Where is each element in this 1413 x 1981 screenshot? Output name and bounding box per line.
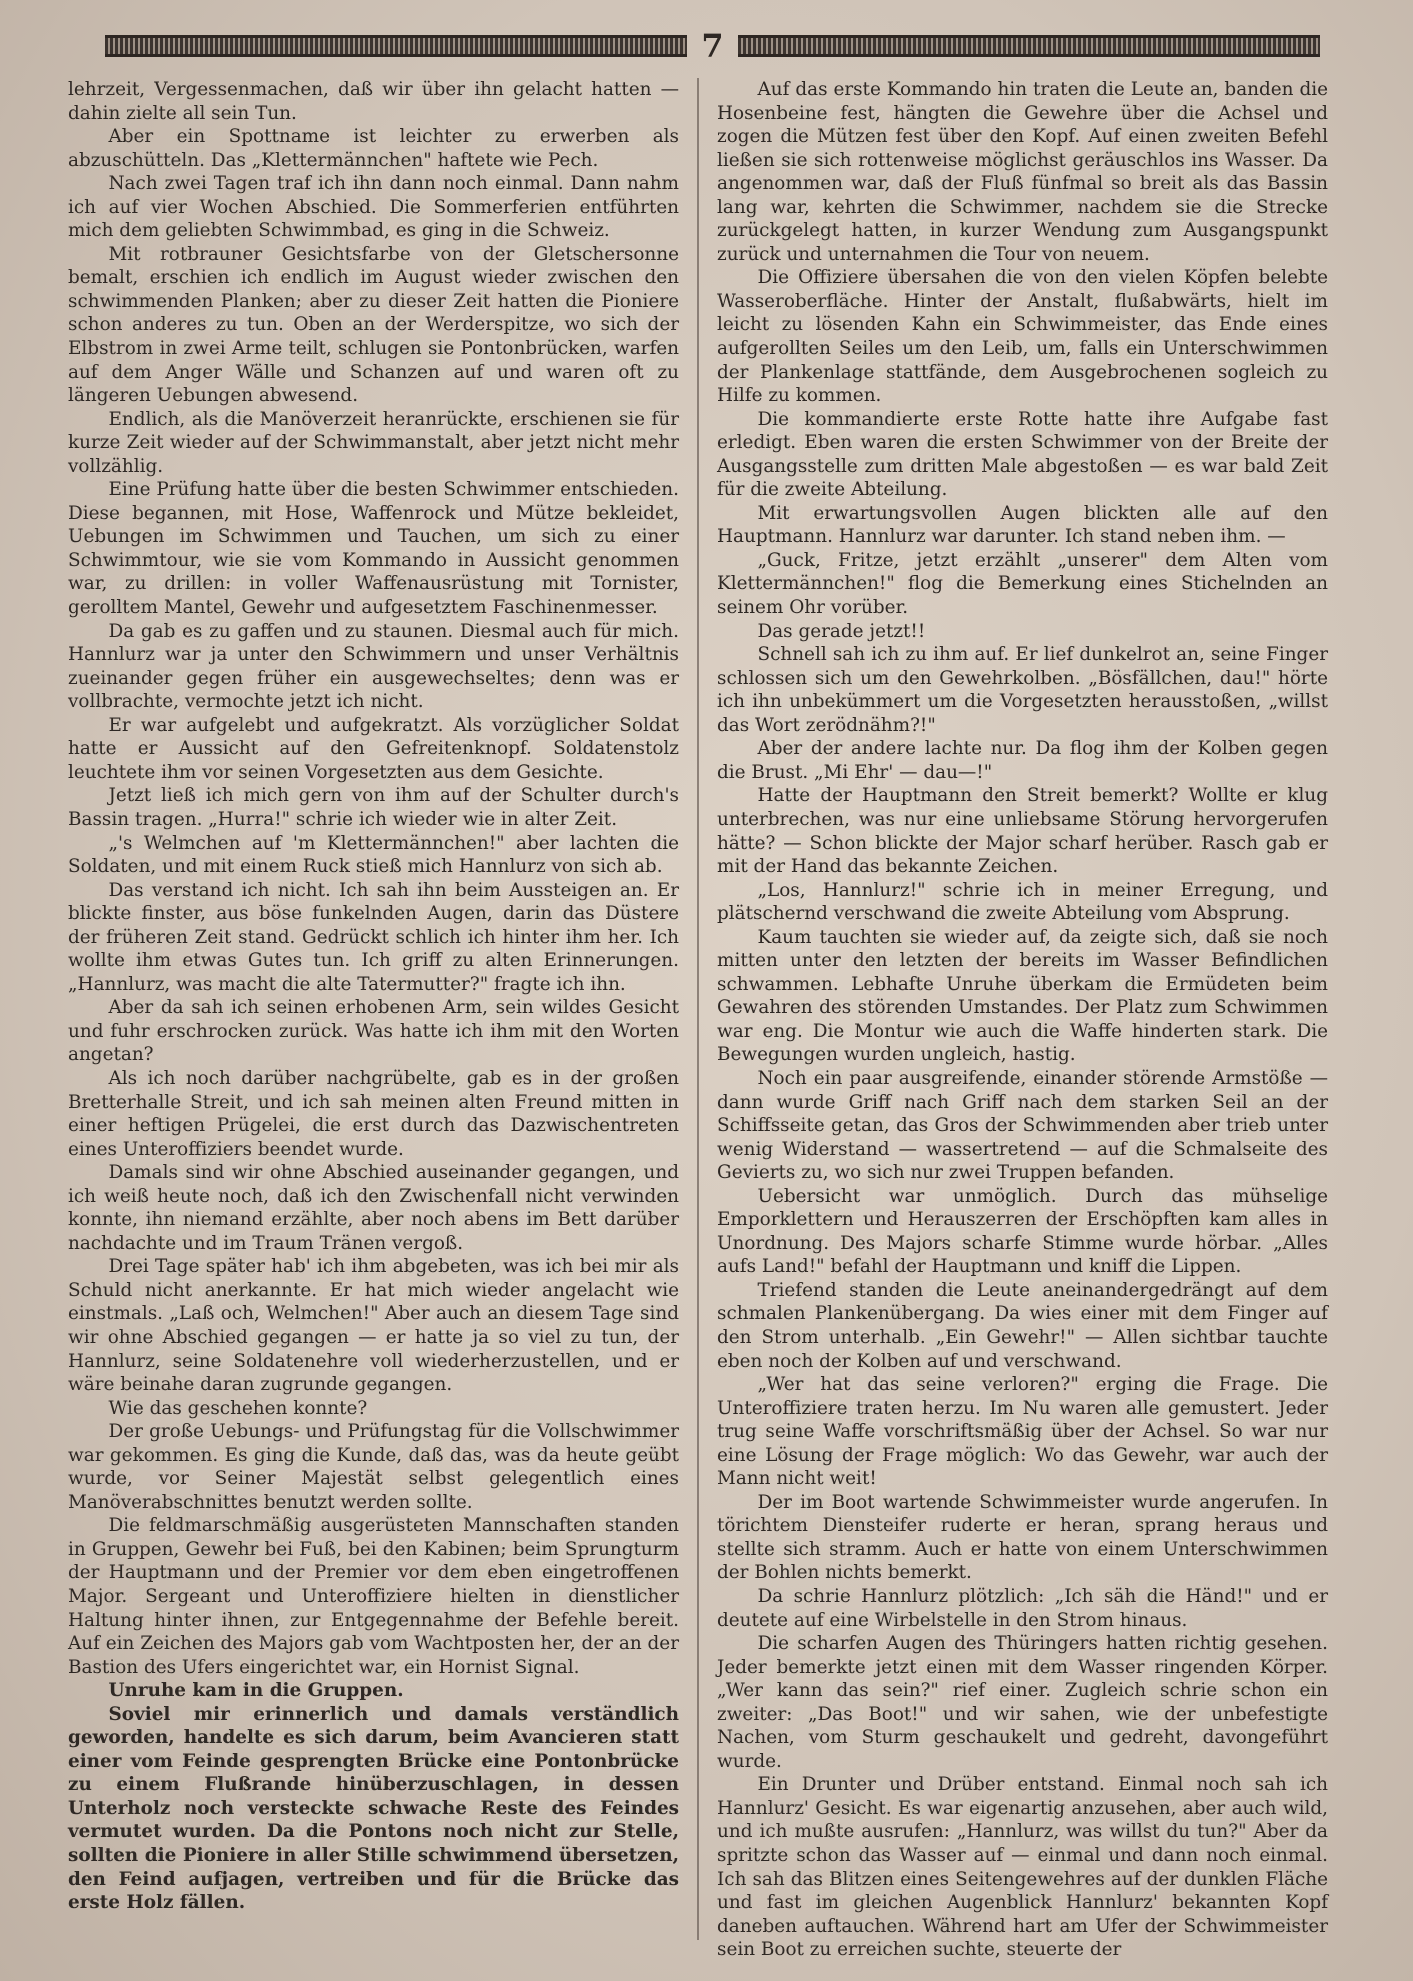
paragraph: Nach zwei Tagen traf ich ihn dann noch einmal. Dann nahm ich auf vier Wochen Abschied. Die Sommerferien entführten mich dem geliebten Schwimmbad, es ging in die Schweiz. [68,173,679,242]
paragraph: Da schrie Hannlurz plötzlich: „Ich säh die Händ!" und er deutete auf eine Wirbelstelle in den Strom hinaus. [717,1586,1328,1631]
paragraph: Die Offiziere übersahen die von den vielen Köpfen belebte Wasseroberfläche. Hinter der Anstalt, flußabwärts, hielt im leicht zu lösenden Kahn ein Schwimmeister, das Ende eines aufgerollten Seiles um den Leib, um, falls ein Unterschwimmen der Plankenlage stattfände, dem Ausgebrochenen sogleich zu Hilfe zu kommen. [717,267,1328,407]
paragraph: Ein Drunter und Drüber entstand. Einmal noch sah ich Hannlurz' Gesicht. Es war eigenartig anzusehen, aber auch wild, und ich mußte ausrufen: „Hannlurz, was willst du tun?" Aber da spritzte schon das Wasser auf — einmal und dann noch einmal. Ich sah das Blitzen eines Seitengewehres auf der dunklen Fläche und fast im gleichen Augenblick Hannlurz' bekannten Kopf daneben auftauchen. Während hart am Ufer der Schwimmeister sein Boot zu erreichen suchte, steuerte der [717,1774,1328,1961]
paragraph: Die scharfen Augen des Thüringers hatten richtig gesehen. Jeder bemerkte jetzt einen mit dem Wasser ringenden Körper. „Wer kann das sein?" rief einer. Zugleich schrie schon ein zweiter: „Das Boot!" und wir sahen, wie der unbefestigte Nachen, vom Sturm geschaukelt und gedreht, davongeführt wurde. [717,1633,1328,1772]
paragraph: Wie das geschehen konnte? [108,1397,368,1419]
paragraph: Kaum tauchten sie wieder auf, da zeigte sich, daß sie noch mitten unter den letzten der bereits im Wasser Befindlichen schwammen. Lebhafte Unruhe überkam die Ermüdeten beim Gewahren des störenden Umstandes. Der Platz zum Schwimmen war eng. Die Montur wie auch die Waffe hinderten stark. Die Bewegungen wurden ungleich, hastig. [717,926,1328,1066]
paragraph: Der große Uebungs- und Prüfungstag für die Vollschwimmer war gekommen. Es ging die Kunde, daß das, was da heute geübt wurde, vor Seiner Majestät selbst gelegentlich eines Manöverabschnittes benutzt werden sollte. [68,1421,679,1513]
paragraph: „Los, Hannlurz!" schrie ich in meiner Erregung, und plätschernd verschwand die zweite Abteilung vom Absprung. [717,879,1328,925]
paragraph: Aber ein Spottname ist leichter zu erwerben als abzuschütteln. Das „Klettermännchen" haftete wie Pech. [68,126,679,171]
right-column [699,78,1328,1961]
paragraph: Als ich noch darüber nachgrübelte, gab es in der großen Bretterhalle Streit, und ich sah meinen alten Freund mitten in einer heftigen Prügelei, die erst durch das Dazwischentreten eines Unteroffiziers beendet wurde. [68,1067,679,1160]
ornamental-rule-right [738,35,1320,57]
column-divider [697,78,699,1940]
paragraph: Schnell sah ich zu ihm auf. Er lief dunkelrot an, seine Finger schlossen sich um den Gewehrkolben. „Bösfällchen, dau!" hörte ich ihn unbekümmert um die Vorgesetzten herausstoßen, „willst das Wort zerödnähm?!" [717,644,1328,736]
paragraph: Aber da sah ich seinen erhobenen Arm, sein wildes Gesicht und fuhr erschrocken zurück. Was hatte ich ihm mit den Worten angetan? [68,997,679,1066]
paragraph: Der im Boot wartende Schwimmeister wurde angerufen. In törichtem Diensteifer ruderte er heran, sprang heraus und stellte sich stramm. Auch er hatte von einem Unterschwimmen der Bohlen nichts bemerkt. [717,1491,1328,1584]
ornamental-rule-left [105,35,687,57]
paragraph: Auf das erste Kommando hin traten die Leute an, banden die Hosenbeine fest, hängten die Gewehre über die Achsel und zogen die Mützen fest über den Kopf. Auf einen zweiten Befehl ließen sie sich rottenweise möglichst geräuschlos ins Wasser. Da angenommen war, daß der Fluß fünfmal so breit als das Bassin lang war, kehrten die Schwimmer, nachdem sie die Strecke zurückgelegt hatten, in kurzer Wendung zum Ausgangspunkt zurück und unternahmen die Tour von neuem. [717,79,1328,265]
paragraph: Jetzt ließ ich mich gern von ihm auf der Schulter durch's Bassin tragen. „Hurra!" schrie ich wieder wie in alter Zeit. [68,785,679,830]
paragraph: Triefend standen die Leute aneinandergedrängt auf dem schmalen Plankenübergang. Da wies einer mit dem Finger auf den Strom unterhalb. „Ein Gewehr!" — Allen sichtbar tauchte eben noch der Kolben auf und verschwand. [717,1279,1328,1372]
paragraph: Unruhe kam in die Gruppen. [108,1680,404,1702]
paragraph: Endlich, als die Manöverzeit heranrückte, erschienen sie für kurze Zeit wieder auf der Schwimmanstalt, aber jetzt nicht mehr vollzählig. [68,408,679,477]
paragraph: Damals sind wir ohne Abschied auseinander gegangen, und ich weiß heute noch, daß ich den Zwischenfall nicht verwinden konnte, ihn niemand erzählte, aber noch abens im Bett darüber nachdachte und im Traum Tränen vergoß. [68,1162,679,1254]
page-number: 7 [701,27,724,65]
paragraph: Die feldmarschmäßig ausgerüsteten Mannschaften standen in Gruppen, Gewehr bei Fuß, bei den Kabinen; beim Sprungturm der Hauptmann und der Premier vor dem eben eingetroffenen Major. Sergeant und Unteroffiziere hielten in dienstlicher Haltung hinter ihnen, zur Entgegennahme der Befehle bereit. Auf ein Zeichen des Majors gab vom Wachtposten her, der an der Bastion des Ufers eingerichtet war, ein Hornist Signal. [68,1515,679,1678]
paragraph: Das gerade jetzt!! [757,620,926,642]
paragraph: „Guck, Fritze, jetzt erzählt „unserer" dem Alten vom Klettermännchen!" flog die Bemerkung eines Stichelnden an seinem Ohr vorüber. [717,549,1328,619]
text-columns [68,78,1328,1961]
paragraph: Das verstand ich nicht. Ich sah ihn beim Aussteigen an. Er blickte finster, aus böse funkelnden Augen, darin das Düstere der früheren Zeit stand. Gedrückt schlich ich hinter ihm her. Ich wollte ihm etwas Gutes tun. Ich griff zu alten Erinnerungen. „Hannlurz, was macht die alte Tatermutter?" fragte ich ihn. [68,879,679,995]
paragraph: Da gab es zu gaffen und zu staunen. Diesmal auch für mich. Hannlurz war ja unter den Schwimmern und unser Verhältnis zueinander gegen früher ein ausgewechseltes; denn was er vollbrachte, vermochte jetzt ich nicht. [68,620,679,713]
paragraph: Drei Tage später hab' ich ihm abgebeten, was ich bei mir als Schuld nicht anerkannte. Er hat mich wieder angelacht wie einstmals. „Laß och, Welmchen!" Aber auch an diesem Tage sind wir ohne Abschied gegangen — er hatte ja so viel zu tun, der Hannlurz, seine Soldatenehre voll wiederherzustellen, und er wäre beinahe daran zugrunde gegangen. [68,1256,679,1396]
paragraph: Soviel mir erinnerlich und damals verständlich geworden, handelte es sich darum, beim Avancieren statt einer vom Feinde gesprengten Brücke eine Pontonbrücke zu einem Flußrande hinüberzuschlagen, in dessen Unterholz noch versteckte schwache Reste des Feindes vermutet wurden. Da die Pontons noch nicht zur Stelle, sollten die Pioniere in aller Stille schwimmend übersetzen, den Feind aufjagen, vertreiben und für die Brücke das erste Holz fällen. [68,1703,679,1914]
paragraph: Hatte der Hauptmann den Streit bemerkt? Wollte er klug unterbrechen, was nur eine unliebsame Störung hervorgerufen hätte? — Schon blickte der Major scharf herüber. Rasch gab er mit der Hand das bekannte Zeichen. [717,785,1328,878]
paragraph: „'s Welmchen auf 'm Klettermännchen!" aber lachten die Soldaten, und mit einem Ruck stieß mich Hannlurz von sich ab. [68,832,679,878]
paragraph: Die kommandierte erste Rotte hatte ihre Aufgabe fast erledigt. Eben waren die ersten Schwimmer von der Breite der Ausgangsstelle zum dritten Male abgestoßen — es war bald Zeit für die zweite Abteilung. [717,408,1328,501]
paragraph: Uebersicht war unmöglich. Durch das mühselige Emporklettern und Herauszerren der Erschöpften kam alles in Unordnung. Des Majors scharfe Stimme wurde hörbar. „Alles aufs Land!" befahl der Hauptmann und kniff die Lippen. [717,1185,1328,1278]
paragraph: Mit rotbrauner Gesichtsfarbe von der Gletschersonne bemalt, erschien ich endlich im August wieder zwischen den schwimmenden Planken; aber zu dieser Zeit hatten die Pioniere schon anderes zu tun. Oben an der Werderspitze, wo sich der Elbstrom in zwei Arme teilt, schlugen sie Pontonbrücken, warfen auf dem Anger Wälle und Schanzen auf und waren oft zu längeren Uebungen abwesend. [68,243,679,407]
paragraph: lehrzeit, Vergessenmachen, daß wir über ihn gelacht hatten — dahin zielte all sein Tun. [68,79,679,124]
paragraph: „Wer hat das seine verloren?" erging die Frage. Die Unteroffiziere traten herzu. Im Nu waren alle gemustert. Jeder trug seine Waffe vorschriftsmäßig über der Achsel. So war nur eine Lösung der Frage möglich: Wo das Gewehr, war auch der Mann nicht weit! [717,1374,1328,1490]
left-column [68,78,697,1940]
page-header [105,28,1320,64]
paragraph: Mit erwartungsvollen Augen blickten alle auf den Hauptmann. Hannlurz war darunter. Ich stand neben ihm. — [717,502,1328,548]
paragraph: Eine Prüfung hatte über die besten Schwimmer entschieden. Diese begannen, mit Hose, Waffenrock und Mütze bekleidet, Uebungen im Schwimmen und Tauchen, um sich zu einer Schwimmtour, wie sie vom Kommando in Aussicht genommen war, zu drillen: in voller Waffenausrüstung mit Tornister, gerolltem Mantel, Gewehr und aufgesetztem Faschinenmesser. [68,479,679,619]
paragraph: Er war aufgelebt und aufgekratzt. Als vorzüglicher Soldat hatte er Aussicht auf den Gefreitenknopf. Soldatenstolz leuchtete ihm vor seinen Vorgesetzten aus dem Gesichte. [68,714,679,783]
paragraph: Aber der andere lachte nur. Da flog ihm der Kolben gegen die Brust. „Mi Ehr' — dau—!" [717,738,1328,783]
paragraph: Noch ein paar ausgreifende, einander störende Armstöße — dann wurde Griff nach Griff nach dem starken Seil an der Schiffsseite getan, das Gros der Schwimmenden aber trieb unter wenig Widerstand — wassertretend — auf die Schmalseite des Gevierts zu, wo sich nur zwei Truppen befanden. [717,1067,1328,1184]
